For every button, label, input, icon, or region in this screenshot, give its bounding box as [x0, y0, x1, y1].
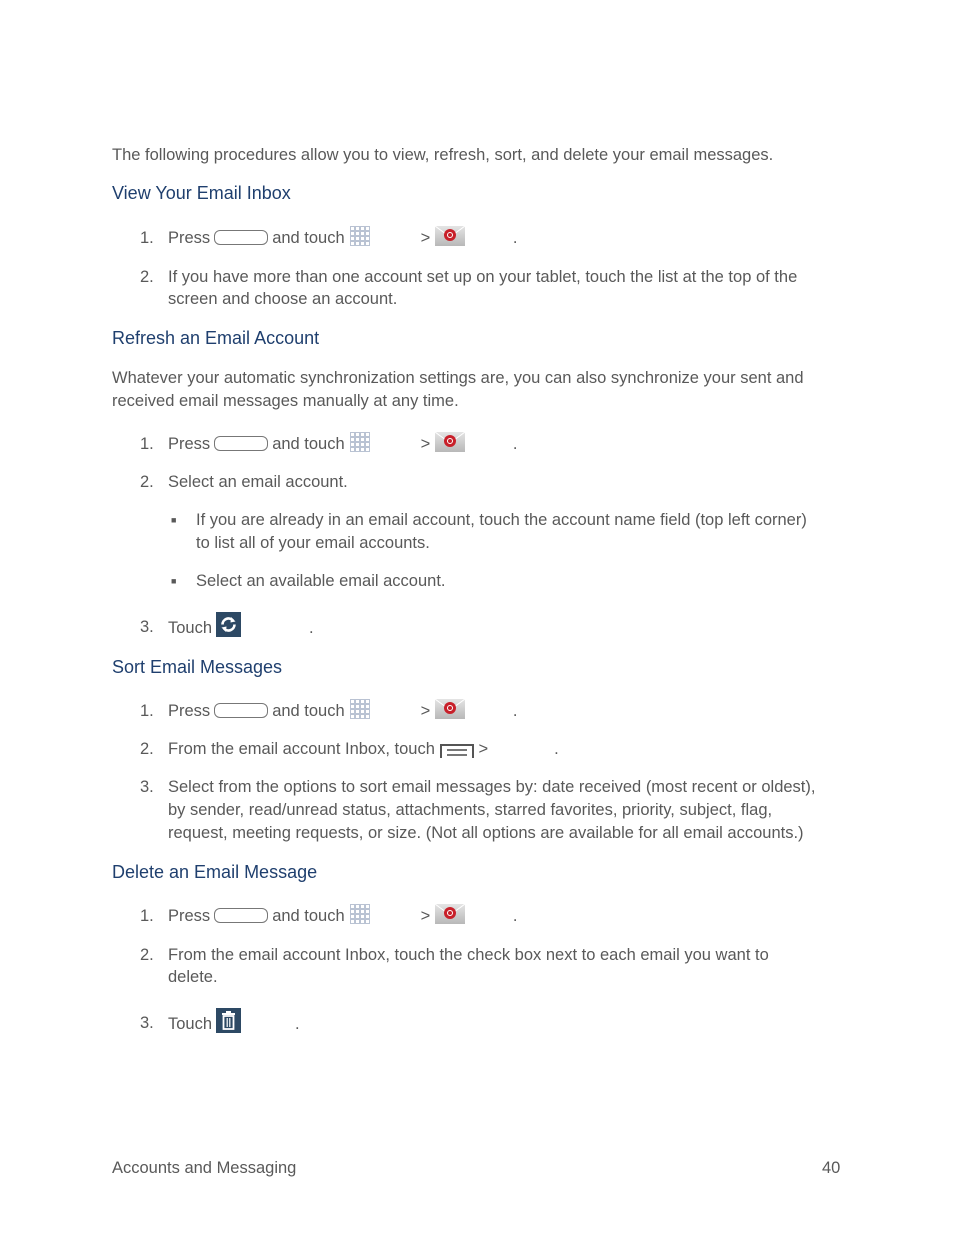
step-text: by sender, read/unread status, attachments, starred favorites, priority, subject, flag,	[168, 801, 773, 819]
apps-grid-icon	[350, 699, 372, 721]
step-number: 3.	[140, 618, 154, 636]
step-text: .	[295, 1014, 300, 1033]
step-text: From the email account Inbox, touch the check box next to each email you want to	[168, 946, 769, 964]
menu-icon	[440, 742, 474, 756]
step-text: >	[420, 907, 431, 925]
step-text: and touch	[272, 435, 345, 453]
step-text: .	[554, 740, 559, 758]
apps-grid-icon	[350, 432, 372, 454]
step-number: 2.	[140, 473, 154, 491]
home-key-icon	[214, 436, 268, 451]
step-number: 1.	[140, 702, 154, 720]
step-press-apps-email	[168, 227, 518, 250]
trash-icon	[216, 1008, 241, 1033]
step-text: screen and choose an account.	[168, 290, 398, 308]
step-number: 2.	[140, 946, 154, 964]
step-text: Select an email account.	[168, 473, 348, 491]
step-press-apps-email	[168, 433, 518, 456]
step-number: 3.	[140, 778, 154, 796]
step-text: and touch	[272, 229, 345, 247]
step-text: Press	[168, 907, 211, 925]
home-key-icon	[214, 230, 268, 245]
step-text: .	[309, 618, 314, 637]
step-text: Touch	[168, 1014, 213, 1033]
heading-sort-messages: Sort Email Messages	[112, 657, 283, 677]
step-text: .	[512, 702, 518, 720]
bullet-marker: ■	[171, 576, 177, 586]
heading-view-inbox: View Your Email Inbox	[112, 183, 291, 203]
home-key-icon	[214, 908, 268, 923]
step-text: delete.	[168, 968, 218, 986]
bullet-text: to list all of your email accounts.	[196, 534, 430, 552]
step-text: and touch	[272, 702, 345, 720]
step-text: .	[512, 229, 518, 247]
refresh-paragraph: received email messages manually at any time.	[112, 392, 459, 410]
step-number: 2.	[140, 268, 154, 286]
step-text: >	[478, 740, 489, 758]
home-key-icon	[214, 703, 268, 718]
heading-delete-message: Delete an Email Message	[112, 862, 318, 882]
step-number: 1.	[140, 907, 154, 925]
step-press-apps-email	[168, 905, 518, 928]
heading-refresh-account: Refresh an Email Account	[112, 328, 320, 348]
bullet-text: Select an available email account.	[196, 572, 446, 590]
step-text: .	[512, 907, 518, 925]
step-text: >	[420, 702, 431, 720]
refresh-icon	[216, 612, 241, 637]
step-text: From the email account Inbox, touch	[168, 740, 435, 758]
step-text: >	[420, 229, 431, 247]
step-text: If you have more than one account set up on your tablet, touch the list at the top of the	[168, 268, 798, 286]
bullet-text: If you are already in an email account, touch the account name field (top left corner)	[196, 511, 807, 529]
step-text: Press	[168, 229, 211, 247]
footer-section-title: Accounts and Messaging	[112, 1159, 297, 1177]
step-text: Touch	[168, 618, 213, 637]
apps-grid-icon	[350, 904, 372, 926]
step-number: 1.	[140, 229, 154, 247]
step-touch-trash	[168, 1012, 300, 1037]
footer-page-number: 40	[822, 1159, 841, 1177]
step-text: Press	[168, 702, 211, 720]
bullet-marker: ■	[171, 515, 177, 525]
intro-paragraph: The following procedures allow you to view, refresh, sort, and delete your email messages.	[112, 146, 774, 164]
step-text: Press	[168, 435, 211, 453]
email-app-icon	[435, 432, 465, 452]
apps-grid-icon	[350, 226, 372, 248]
step-text: .	[512, 435, 518, 453]
step-touch-refresh	[168, 616, 314, 641]
step-text: and touch	[272, 907, 345, 925]
step-text: >	[420, 435, 431, 453]
step-number: 1.	[140, 435, 154, 453]
step-number: 2.	[140, 740, 154, 758]
refresh-paragraph: Whatever your automatic synchronization settings are, you can also synchronize your sent and	[112, 369, 804, 387]
email-app-icon	[435, 699, 465, 719]
email-app-icon	[435, 226, 465, 246]
step-touch-menu	[168, 738, 559, 761]
step-text: request, meeting requests, or size. (Not all options are available for all email accounts.)	[168, 824, 804, 842]
step-press-apps-email	[168, 700, 518, 723]
email-app-icon	[435, 904, 465, 924]
step-number: 3.	[140, 1014, 154, 1032]
step-text: Select from the options to sort email messages by: date received (most recent or oldest),	[168, 778, 816, 796]
